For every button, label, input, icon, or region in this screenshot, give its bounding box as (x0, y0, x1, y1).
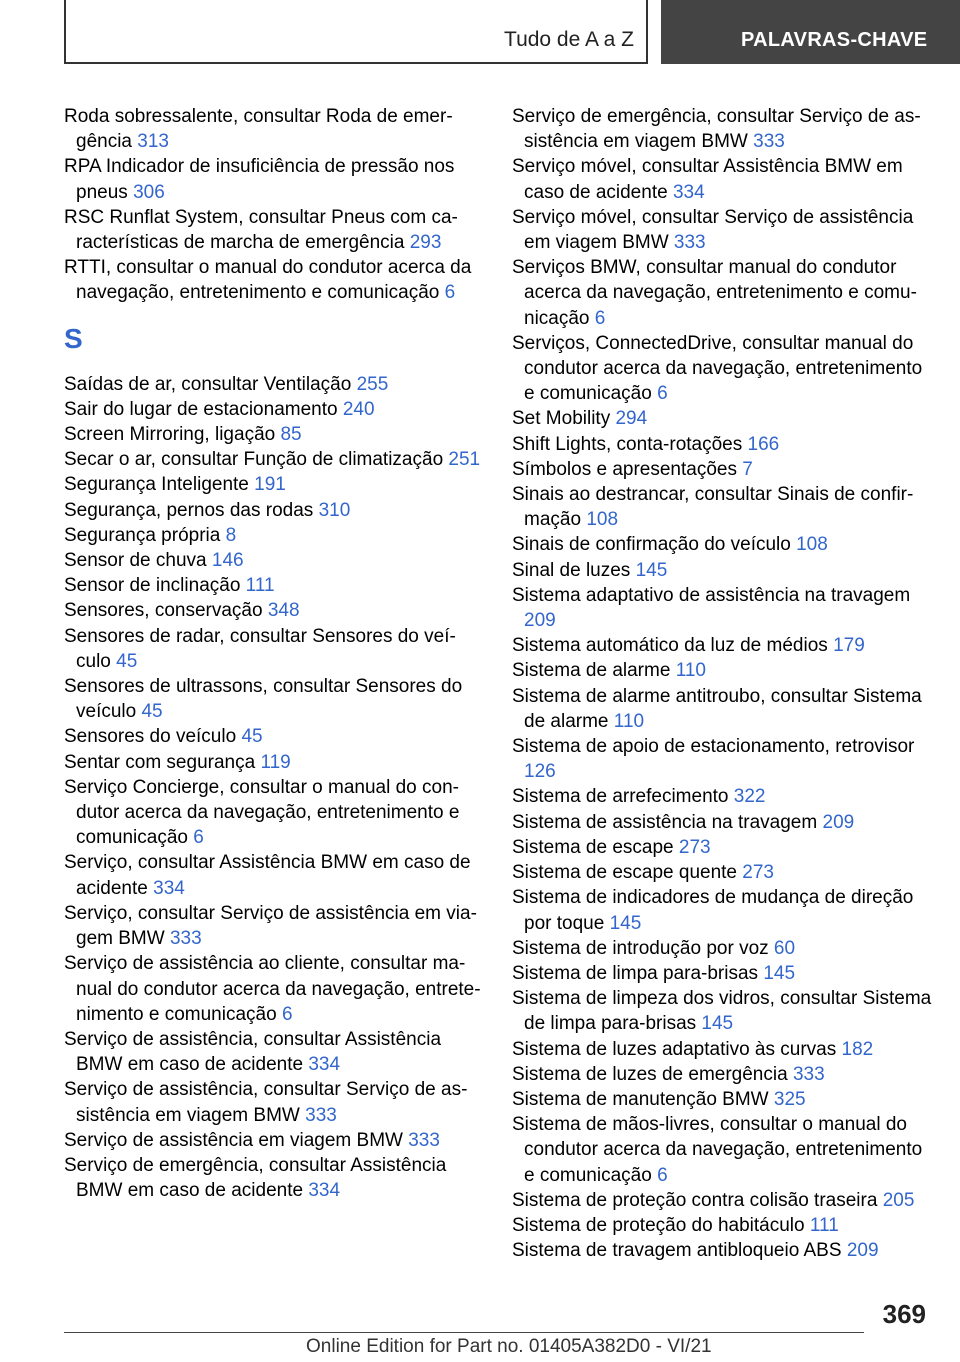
index-entry (64, 624, 484, 674)
index-entry (64, 951, 484, 1027)
page-reference-link[interactable]: 294 (615, 408, 648, 430)
section-title: Tudo de A a Z (504, 28, 634, 51)
index-term: Sistema de arrefecimento (512, 786, 729, 808)
index-term: Sistema de introdução por voz (512, 937, 769, 959)
page-reference-link[interactable]: 145 (609, 912, 642, 934)
page-reference-link[interactable]: 6 (281, 1003, 293, 1025)
page-reference-link[interactable]: 111 (245, 575, 275, 597)
index-entry (64, 498, 484, 523)
index-term: Sensores, conservação (64, 600, 263, 622)
index-entry (512, 810, 932, 835)
index-entry (512, 205, 932, 255)
index-term: Sinais de confirmação do veículo (512, 534, 791, 556)
index-entry (512, 936, 932, 961)
index-entry (512, 885, 932, 935)
index-term: Sistema de limpeza dos vidros, consultar Sistema de limpa para-brisas (512, 988, 932, 1035)
index-entry (64, 154, 484, 204)
index-entry (512, 684, 932, 734)
index-entry (512, 1188, 932, 1213)
page-reference-link[interactable]: 108 (796, 534, 828, 556)
index-term: Serviço de assistência, consultar Assistência BMW em caso de acidente (64, 1028, 442, 1076)
index-entry (64, 372, 484, 397)
index-term: Serviço móvel, consultar Serviço de assistência em viagem BMW (512, 206, 914, 254)
index-term: Serviço de assistência em viagem BMW (64, 1129, 403, 1151)
page-reference-link[interactable]: 126 (524, 761, 556, 783)
index-entry (512, 658, 932, 683)
page-reference-link[interactable]: 45 (141, 701, 163, 723)
page-reference-link[interactable]: 145 (635, 559, 668, 581)
page-reference-link[interactable]: 145 (763, 962, 796, 984)
index-term: Sensores do veículo (64, 726, 237, 748)
page-reference-link[interactable]: 45 (241, 726, 263, 748)
page-reference-link[interactable]: 6 (444, 282, 456, 304)
index-entry (512, 532, 932, 557)
index-entry (512, 633, 932, 658)
index-entry (64, 397, 484, 422)
page-reference-link[interactable]: 333 (408, 1129, 440, 1151)
index-entry (64, 724, 484, 749)
index-entry (512, 583, 932, 633)
page-reference-link[interactable]: 333 (673, 232, 706, 254)
page-number: 369 (882, 1299, 926, 1329)
index-term: Screen Mirroring, ligação (64, 424, 276, 446)
page-reference-link[interactable]: 348 (267, 600, 300, 622)
keywords-tab-label: PALAVRAS-CHAVE (741, 29, 928, 51)
index-entry (512, 154, 932, 204)
index-entry (512, 1087, 932, 1112)
index-term: Sistema de assistência na travagem (512, 811, 818, 833)
index-entry (512, 784, 932, 809)
index-entry (64, 1027, 484, 1077)
index-term: Sistema de apoio de estacionamento, retrovisor (512, 736, 915, 758)
index-term: Serviço, consultar Serviço de assistência em viagem BMW (64, 902, 477, 950)
page-reference-link[interactable]: 119 (260, 751, 291, 773)
index-term: Sistema de proteção contra colisão traseira (512, 1189, 878, 1211)
index-term: Sinais ao destrancar, consultar Sinais de confirmação (512, 484, 914, 531)
page-reference-link[interactable]: 6 (594, 307, 606, 329)
page-reference-link[interactable]: 179 (833, 635, 865, 657)
index-entry (64, 850, 484, 900)
index-entry (64, 674, 484, 724)
page-reference-link[interactable]: 146 (211, 550, 244, 572)
index-group-s-continued (512, 104, 932, 1263)
index-term: Serviço de emergência, consultar Assistência BMW em caso de acidente (64, 1154, 447, 1202)
page-reference-link[interactable]: 333 (792, 1063, 825, 1085)
index-entry (512, 961, 932, 986)
section-letter: S (64, 322, 83, 354)
index-entry (512, 104, 932, 154)
index-term: Sensor de inclinação (64, 575, 241, 597)
index-term: Segurança, pernos das rodas (64, 499, 314, 521)
index-term: Serviço, consultar Assistência BMW em caso de acidente (64, 852, 471, 899)
index-entry (512, 406, 932, 431)
page-reference-link[interactable]: 191 (254, 474, 286, 496)
page-reference-link[interactable]: 322 (733, 786, 766, 808)
index-entry (512, 558, 932, 583)
footer-divider (64, 1332, 864, 1333)
index-entry (64, 750, 484, 775)
page-reference-link[interactable]: 251 (448, 449, 481, 471)
index-column-right (512, 104, 932, 1263)
page-reference-link[interactable]: 209 (846, 1240, 879, 1262)
index-term: RSC Runflat System, consultar Pneus com características de marcha de emergência (64, 206, 458, 254)
index-entry (512, 860, 932, 885)
index-term: Sistema adaptativo de assistência na travagem (512, 584, 911, 606)
index-group-s (64, 372, 484, 1204)
page-reference-link[interactable]: 293 (409, 232, 442, 254)
index-term: Sensor de chuva (64, 550, 207, 572)
index-term: Sistema de indicadores de mudança de direção por toque (512, 887, 914, 934)
index-column-left (64, 104, 484, 1203)
index-term: Sistema de luzes de emergência (512, 1063, 788, 1085)
keywords-tab (661, 0, 960, 64)
index-term: Roda sobressalente, consultar Roda de emergência (64, 106, 453, 153)
index-term: Sensores de radar, consultar Sensores do veículo (64, 625, 456, 672)
index-entry (64, 447, 484, 472)
index-entry (512, 734, 932, 784)
index-entry (512, 255, 932, 331)
index-entry (512, 1062, 932, 1087)
page-reference-link[interactable]: 6 (193, 827, 204, 849)
index-entry (64, 104, 484, 154)
page-reference-link[interactable]: 108 (586, 509, 619, 531)
page-reference-link[interactable]: 209 (822, 811, 855, 833)
page-reference-link[interactable]: 209 (524, 610, 556, 632)
index-term: Sistema de manutenção BMW (512, 1088, 769, 1110)
page-reference-link[interactable]: 166 (747, 433, 780, 455)
index-entry (512, 1112, 932, 1188)
index-group-r (64, 104, 484, 306)
page-reference-link[interactable]: 313 (137, 131, 169, 153)
index-term: RPA Indicador de insuficiência de pressão nos pneus (64, 156, 455, 203)
index-term: RTTI, consultar o manual do condutor acerca da navegação, entretenimento e comunicação (64, 257, 472, 304)
index-entry (64, 1128, 484, 1153)
page-reference-link[interactable]: 273 (678, 836, 711, 858)
page-reference-link[interactable]: 145 (701, 1013, 734, 1035)
index-term: Sistema automático da luz de médios (512, 635, 828, 657)
header-frame (64, 0, 648, 64)
index-entry (512, 331, 932, 407)
page-reference-link[interactable]: 45 (116, 650, 138, 672)
index-term: Sistema de mãos-livres, consultar o manual do condutor acerca da navegação, entretenimento e comunicação (512, 1114, 923, 1186)
page-reference-link[interactable]: 7 (742, 458, 753, 480)
index-entry (64, 472, 484, 497)
index-term: Serviço de emergência, consultar Serviço de assistência em viagem BMW (512, 106, 921, 153)
index-entry (512, 432, 932, 457)
index-term: Sistema de travagem antibloqueio ABS (512, 1240, 842, 1262)
index-term: Segurança Inteligente (64, 474, 249, 496)
index-entry (512, 1213, 932, 1238)
page-reference-link[interactable]: 310 (318, 499, 351, 521)
index-term: Sentar com segurança (64, 751, 256, 773)
page-reference-link[interactable]: 205 (882, 1189, 915, 1211)
index-term: Símbolos e apresentações (512, 458, 737, 480)
page-reference-link[interactable]: 85 (280, 424, 302, 446)
index-term: Serviço Concierge, consultar o manual do condutor acerca da navegação, entretenimento e comunicação (64, 776, 460, 849)
page-reference-link[interactable]: 334 (153, 877, 185, 899)
index-entry (64, 523, 484, 548)
page-reference-link[interactable]: 333 (169, 928, 202, 950)
page-reference-link[interactable]: 334 (308, 1054, 341, 1076)
index-entry (64, 1153, 484, 1203)
index-term: Saídas de ar, consultar Ventilação (64, 373, 352, 395)
index-term: Sinal de luzes (512, 559, 631, 581)
page-reference-link[interactable]: 111 (809, 1214, 839, 1236)
index-entry (64, 901, 484, 951)
index-term: Shift Lights, conta-rotações (512, 433, 743, 455)
index-entry (64, 1077, 484, 1127)
page-reference-link[interactable]: 325 (773, 1088, 806, 1110)
index-entry (64, 598, 484, 623)
index-entry (512, 835, 932, 860)
index-entry (64, 548, 484, 573)
page-reference-link[interactable]: 334 (308, 1180, 341, 1202)
index-term: Serviços, ConnectedDrive, consultar manual do condutor acerca da navegação, entretenimento e comunicação (512, 332, 923, 405)
page-reference-link[interactable]: 182 (841, 1038, 874, 1060)
index-term: Sair do lugar de estacionamento (64, 398, 338, 420)
index-entry (512, 1037, 932, 1062)
index-entry (64, 775, 484, 851)
index-term: Sistema de escape quente (512, 862, 737, 884)
index-term: Set Mobility (512, 408, 611, 430)
index-term: Serviço de assistência, consultar Serviço de assistência em viagem BMW (64, 1079, 468, 1126)
index-term: Segurança própria (64, 524, 221, 546)
page-reference-link[interactable]: 8 (225, 524, 237, 546)
index-term: Sistema de proteção do habitáculo (512, 1214, 805, 1236)
footer-edition: Online Edition for Part no. 01405A382D0 - VI/21 (306, 1336, 712, 1357)
page-reference-link[interactable]: 273 (742, 862, 774, 884)
index-term: Serviços BMW, consultar manual do condutor acerca da navegação, entretenimento e comunicação (512, 257, 917, 329)
page-reference-link[interactable]: 110 (675, 660, 706, 682)
index-entry (512, 482, 932, 532)
page-reference-link[interactable]: 60 (773, 937, 796, 959)
index-entry (512, 986, 932, 1036)
page-reference-link[interactable]: 306 (133, 181, 165, 203)
index-term: Sistema de alarme antitroubo, consultar Sistema de alarme (512, 685, 922, 732)
index-term: Sistema de escape (512, 836, 674, 858)
index-entry (64, 255, 484, 305)
index-entry (64, 422, 484, 447)
index-term: Serviço móvel, consultar Assistência BMW em caso de acidente (512, 156, 903, 203)
page-reference-link[interactable]: 333 (753, 131, 785, 153)
index-entry (64, 205, 484, 255)
page-reference-link[interactable]: 255 (356, 373, 389, 395)
page-reference-link[interactable]: 110 (613, 710, 645, 732)
index-entry (64, 573, 484, 598)
index-term: Secar o ar, consultar Função de climatização (64, 449, 444, 471)
index-term: Serviço de assistência ao cliente, consultar manual do condutor acerca da navegação, entretenimento e comunicação (64, 953, 481, 1025)
index-term: Sensores de ultrassons, consultar Sensores do veículo (64, 676, 463, 723)
page-reference-link[interactable]: 333 (305, 1104, 337, 1126)
index-term: Sistema de luzes adaptativo às curvas (512, 1038, 837, 1060)
index-term: Sistema de alarme (512, 660, 671, 682)
page-reference-link[interactable]: 6 (657, 1164, 668, 1186)
index-entry (512, 1238, 932, 1263)
index-term: Sistema de limpa para-brisas (512, 962, 759, 984)
index-entry (512, 457, 932, 482)
page-reference-link[interactable]: 240 (342, 398, 375, 420)
page-reference-link[interactable]: 6 (657, 383, 668, 405)
page-reference-link[interactable]: 334 (672, 181, 705, 203)
